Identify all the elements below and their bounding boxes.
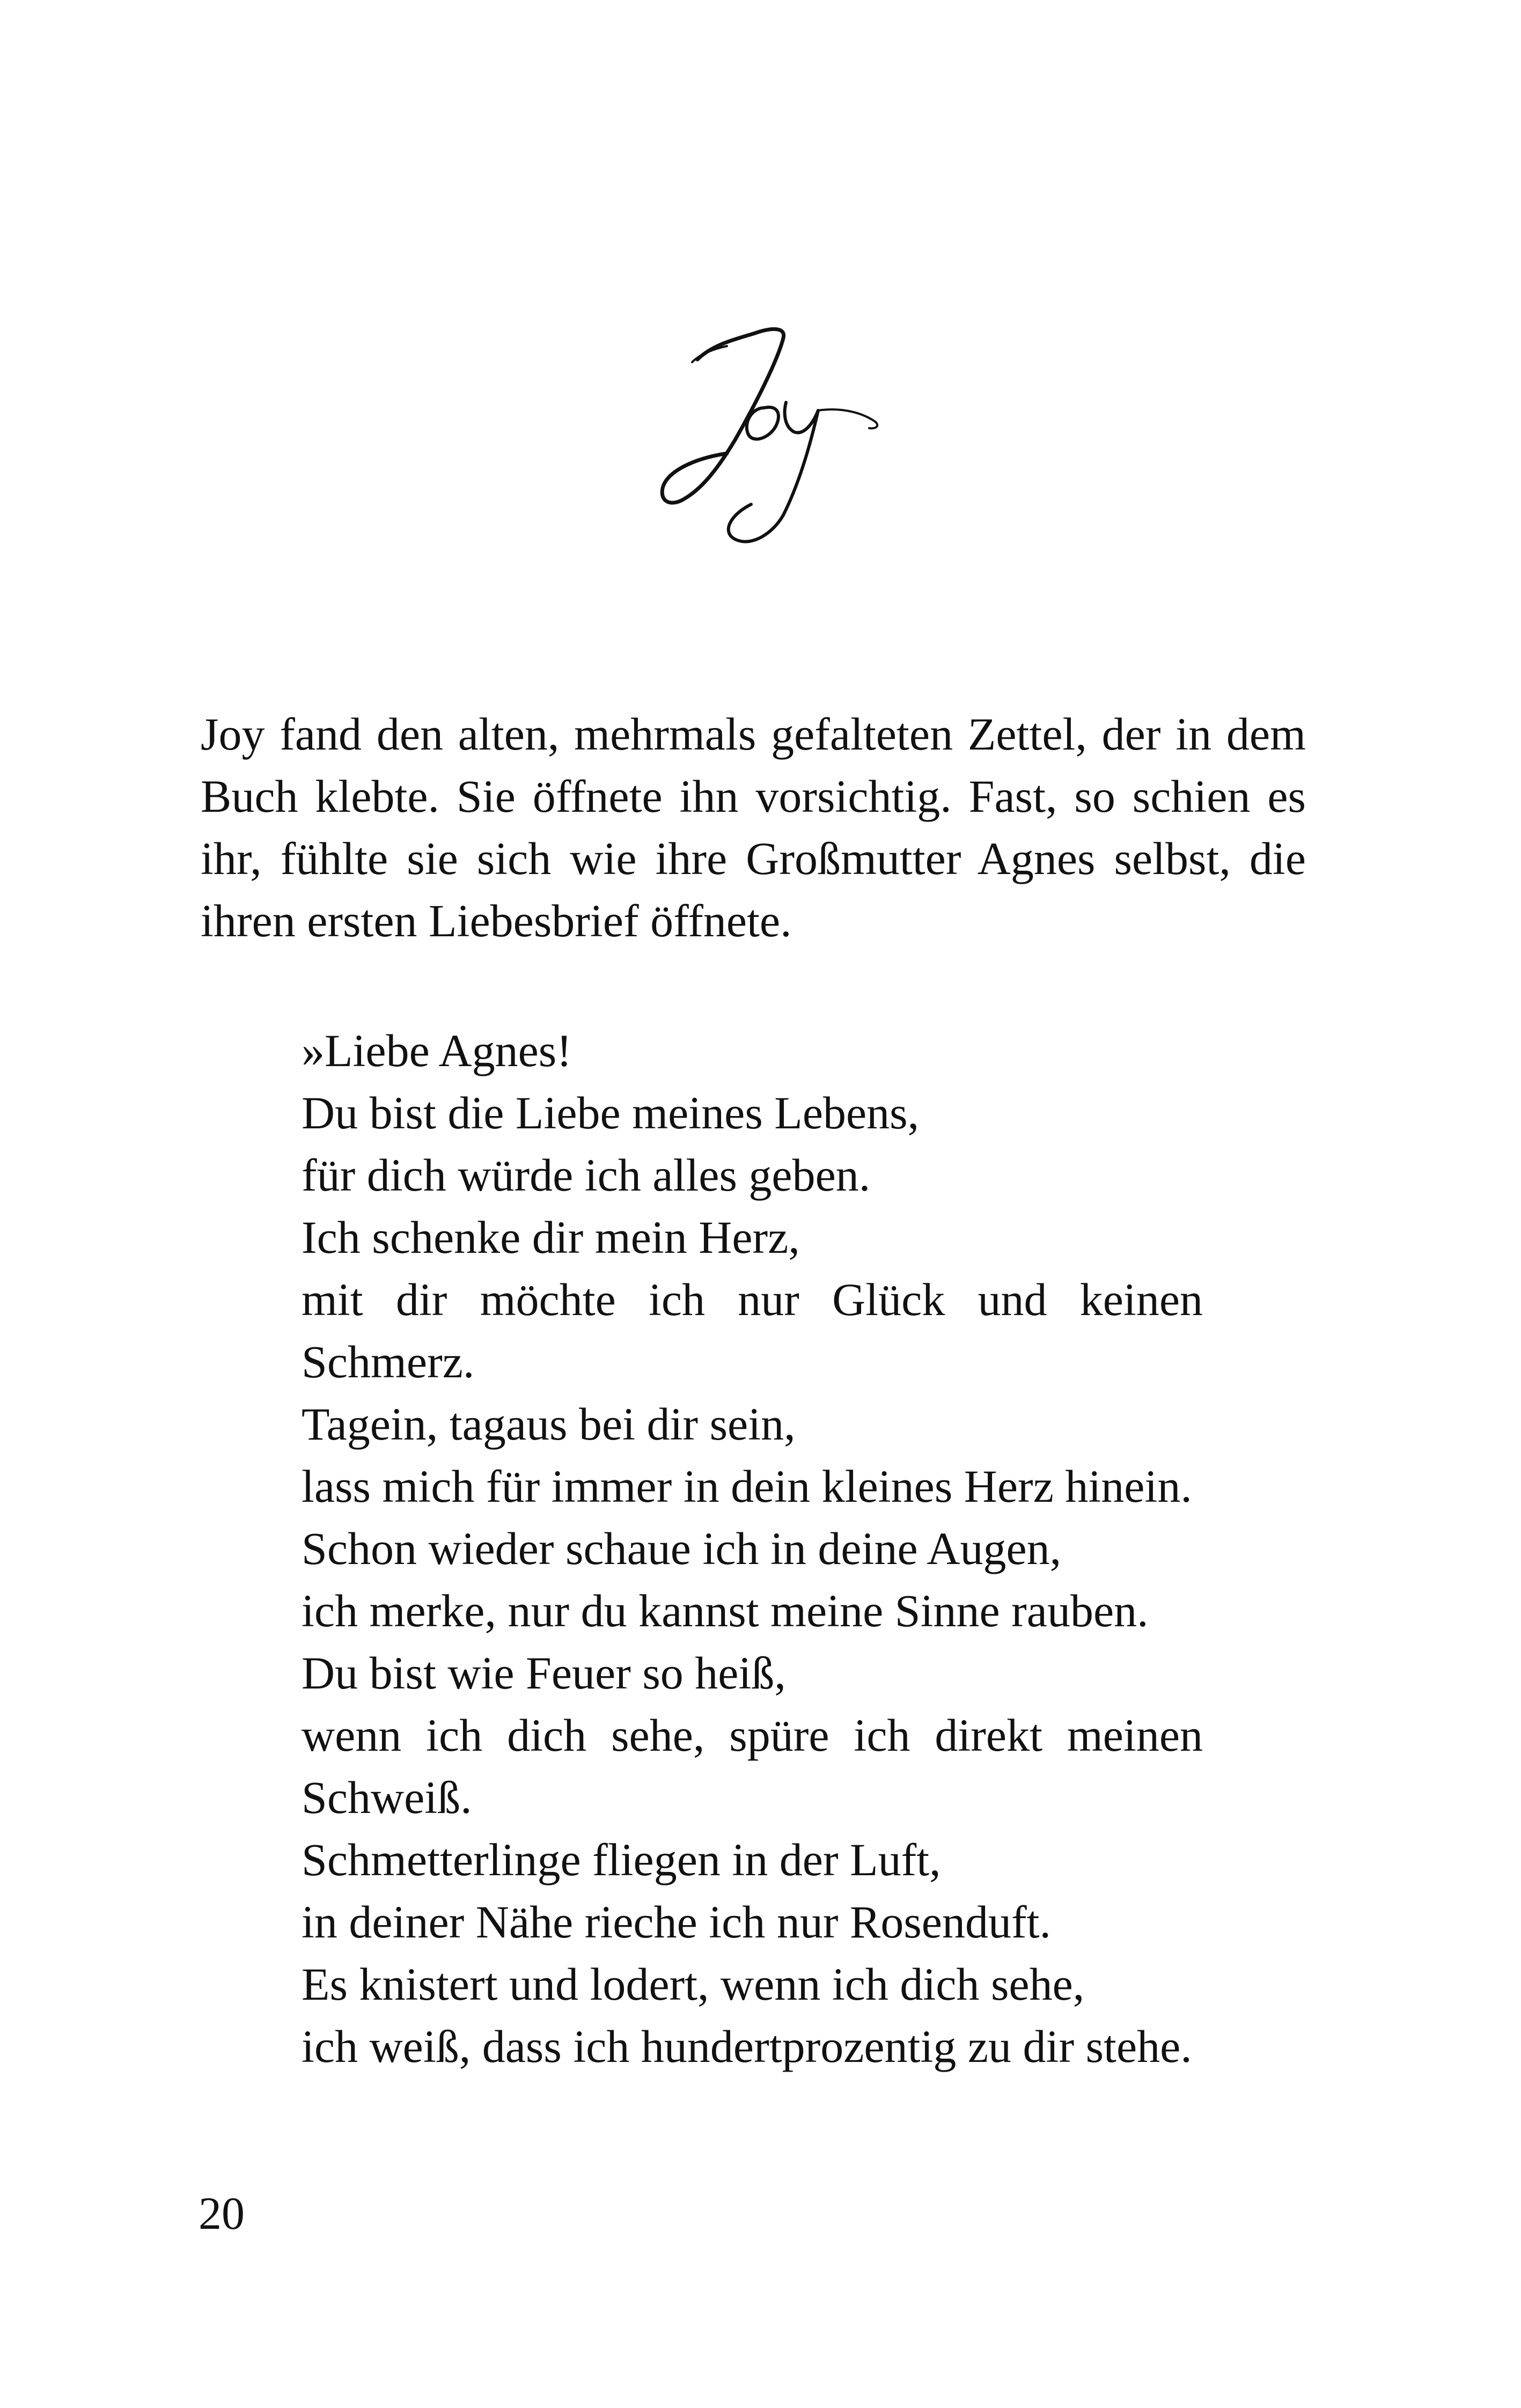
poem-line: Ich schenke dir mein Herz,	[302, 1212, 800, 1263]
chapter-title	[633, 322, 891, 553]
poem-line: Schweiß.	[302, 1772, 472, 1823]
poem-line: in deiner Nähe rieche ich nur Rosenduft.	[302, 1896, 1051, 1948]
poem-line: wenn ich dich sehe, spüre ich direkt meinen	[302, 1709, 1203, 1761]
poem-line: Schon wieder schaue ich in deine Augen,	[302, 1523, 1062, 1574]
poem-line: Du bist wie Feuer so heiß,	[302, 1647, 786, 1699]
poem-line: Tagein, tagaus bei dir sein,	[302, 1398, 796, 1450]
love-letter-poem	[302, 1019, 1203, 2077]
poem-line: Es knistert und lodert, wenn ich dich sehe,	[302, 1958, 1085, 2010]
poem-line: Schmerz.	[302, 1336, 475, 1387]
poem-line: lass mich für immer in dein kleines Herz hinein.	[302, 1460, 1192, 1512]
intro-paragraph: Joy fand den alten, mehrmals gefalteten Zettel, der in dem Buch klebte. Sie öffnete ihn vorsichtig. Fast, so schien es ihr, fühlte sie sich wie ihre Großmutter Agnes selbst, die ihren ersten Liebesbrief öffnete.	[201, 708, 1306, 946]
poem-line: ich weiß, dass ich hundertprozentig zu dir stehe.	[302, 2021, 1192, 2072]
poem-line: Schmetterlinge fliegen in der Luft,	[302, 1834, 941, 1885]
poem-line: mit dir möchte ich nur Glück und keinen	[302, 1274, 1203, 1325]
poem-line: für dich würde ich alles geben.	[302, 1149, 871, 1201]
calligraphy-title-graphic	[633, 322, 891, 553]
poem-line: »Liebe Agnes!	[302, 1025, 572, 1076]
poem-line: ich merke, nur du kannst meine Sinne rauben.	[302, 1585, 1149, 1636]
page-number: 20	[199, 2187, 245, 2239]
poem-line: Du bist die Liebe meines Lebens,	[302, 1087, 920, 1139]
